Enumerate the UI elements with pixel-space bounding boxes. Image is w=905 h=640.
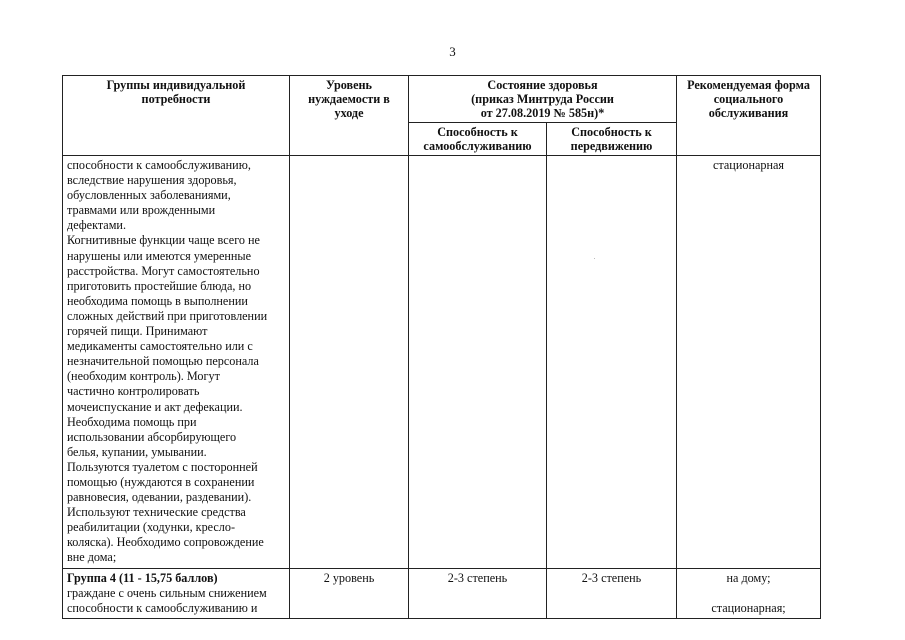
selfcare-degree-cell: 2-3 степень bbox=[409, 568, 547, 618]
group-title: Группа 4 (11 - 15,75 баллов) bbox=[67, 570, 218, 585]
mobility-degree-cell: 2-3 степень bbox=[547, 568, 677, 618]
group-description-cell: Группа 4 (11 - 15,75 баллов) граждане с очень сильным снижением способности к самообслуживанию и bbox=[63, 568, 290, 618]
header-care-level: Уровень нуждаемости в уходе bbox=[290, 76, 409, 156]
header-mobility-ability: Способность к передвижению bbox=[547, 123, 677, 156]
header-health-state: Состояние здоровья (приказ Минтруда России от 27.08.2019 № 585н)* bbox=[409, 76, 677, 123]
service-form-cell: на дому; стационарная; bbox=[677, 568, 821, 618]
mobility-degree-cell bbox=[547, 156, 677, 569]
table-row bbox=[63, 156, 821, 569]
scan-speck bbox=[594, 258, 595, 259]
header-groups: Группы индивидуальной потребности bbox=[63, 76, 290, 156]
selfcare-degree-cell bbox=[409, 156, 547, 569]
header-service-form: Рекомендуемая форма социального обслуживания bbox=[677, 76, 821, 156]
care-level-cell bbox=[290, 156, 409, 569]
group-description-cell: способности к самообслуживанию, вследствие нарушения здоровья, обусловленных заболеваниями, травмами или врожденными дефектами. Когнитивные функции чаще всего не нарушены или имеются умеренные расстройства. Могут самостоятельно приготовить простейшие блюда, но необходима помощь в выполнении сложных действий при приготовлении горячей пищи. Принимают медикаменты самостоятельно или с незначительной помощью персонала (необходим контроль). Могут частично контролировать мочеиспускание и акт дефекации. Необходима помощь при использовании абсорбирующего белья, купании, умывании. Пользуются туалетом с посторонней помощью (нуждаются в сохранении равновесия, одевании, раздевании). Используют технические средства реабилитации (ходунки, кресло- коляска). Необходимо сопровождение вне дома; bbox=[63, 156, 290, 569]
service-form-cell: стационарная bbox=[677, 156, 821, 569]
table-row bbox=[63, 568, 821, 618]
needs-groups-table bbox=[62, 75, 821, 619]
table-header-row bbox=[63, 76, 821, 123]
header-selfcare-ability: Способность к самообслуживанию bbox=[409, 123, 547, 156]
page-number: 3 bbox=[449, 44, 456, 59]
care-level-cell: 2 уровень bbox=[290, 568, 409, 618]
